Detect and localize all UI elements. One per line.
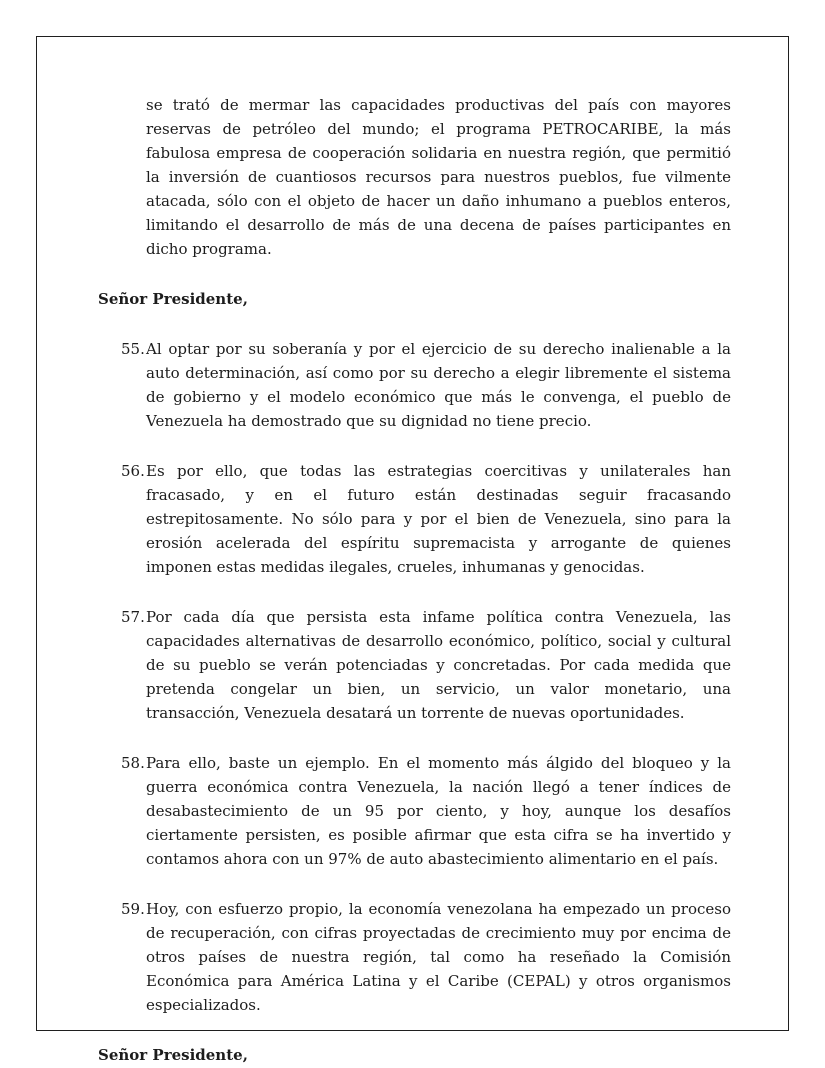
section-heading-top: Señor Presidente,: [98, 290, 248, 308]
numbered-paragraph-58: [98, 751, 731, 871]
numbered-paragraph-59: [98, 897, 731, 1017]
numbered-paragraph-57: [98, 605, 731, 725]
numbered-paragraph-56: [98, 459, 731, 579]
paragraph-number: 55.: [121, 340, 145, 358]
paragraph-number: 56.: [121, 462, 145, 480]
paragraph-number: 57.: [121, 608, 145, 626]
paragraph-number: 58.: [121, 754, 145, 772]
section-heading-bottom: Señor Presidente,: [98, 1046, 248, 1064]
paragraph-text: Es por ello, que todas las estrategias coercitivas y unilaterales han fracasado, y en el futuro están destinadas seguir fracasando estrepitosamente. No sólo para y por el bien de Venezuela, sino para la erosión acelerada del espíritu supremacista y arrogante de quienes imponen estas medidas ilegales, crueles, inhumanas y genocidas.: [146, 462, 731, 576]
paragraph-text: Para ello, baste un ejemplo. En el momento más álgido del bloqueo y la guerra económica contra Venezuela, la nación llegó a tener índices de desabastecimiento de un 95 por ciento, y hoy, aunque los desafíos ciertamente persisten, es posible afirmar que esta cifra se ha invertido y contamos ahora con un 97% de auto abastecimiento alimentario en el país.: [146, 754, 731, 868]
document-body: [98, 93, 731, 1067]
page-border-frame: [36, 36, 789, 1064]
paragraph-continuation: se trató de mermar las capacidades productivas del país con mayores reservas de petróleo del mundo; el programa PETROCARIBE, la más fabulosa empresa de cooperación solidaria en nuestra región, que permitió la inversión de cuantiosos recursos para nuestros pueblos, fue vilmente atacada, sólo con el objeto de hacer un daño inhumano a pueblos enteros, limitando el desarrollo de más de una decena de países participantes en dicho programa.: [146, 96, 731, 258]
paragraph-text: Por cada día que persista esta infame política contra Venezuela, las capacidades alternativas de desarrollo económico, político, social y cultural de su pueblo se verán potenciadas y concretadas. Por cada medida que pretenda congelar un bien, un servicio, un valor monetario, una transacción, Venezuela desatará un torrente de nuevas oportunidades.: [146, 608, 731, 722]
numbered-paragraph-55: [98, 337, 731, 433]
paragraph-text: Hoy, con esfuerzo propio, la economía venezolana ha empezado un proceso de recuperación, con cifras proyectadas de crecimiento muy por encima de otros países de nuestra región, tal como ha reseñado la Comisión Económica para América Latina y el Caribe (CEPAL) y otros organismos especializados.: [146, 900, 731, 1014]
paragraph-number: 59.: [121, 900, 145, 918]
paragraph-text: Al optar por su soberanía y por el ejercicio de su derecho inalienable a la auto determinación, así como por su derecho a elegir libremente el sistema de gobierno y el modelo económico que más le convenga, el pueblo de Venezuela ha demostrado que su dignidad no tiene precio.: [146, 340, 731, 430]
